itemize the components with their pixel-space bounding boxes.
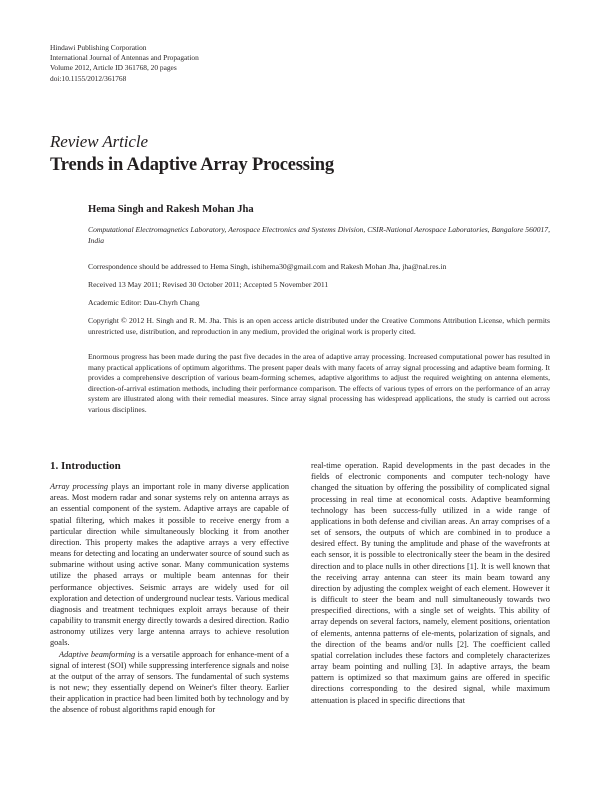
left-column — [50, 460, 289, 716]
intro-paragraph-1-text: plays an important role in many diverse application areas. Most modern radar and sonar systems rely on antenna arrays as an essential component of the system. Adaptive arrays are capable of spatial filtering, which makes it possible to receive energy from a particular direction while simultaneously blocking it from another direction. This property makes the adaptive arrays a very effective means for detecting and locating an underwater source of sound such as submarine without using active sonar. Many communication systems utilize the phased arrays or multiple beam antennas for their performance objectives. Seismic arrays are widely used for oil exploration and detection of underground nuclear tests. Various medical diagnosis and treatment techniques exploit arrays because of their capability to transmit energy directly towards a desired direction. Radio astronomy utilizes very large antenna arrays to achieve resolution goals. — [50, 482, 289, 648]
abstract: Enormous progress has been made during the past five decades in the area of adaptive array processing. Increased computational power has resulted in many practical applications of optimum algorithms. The present paper deals with many facets of array signal processing and adaptive beam forming. It provides a comprehensive description of various beam-forming schemes, adaptive algorithms to adjust the required weighting on antenna elements, direction-of-arrival estimation methods, including their performance comparison. The effects of various types of errors on the performance of an array system are illustrated along with their remedial measures. Since array signal processing has widespread applications, the study is carried out across various disciplines. — [88, 352, 550, 414]
affiliation: Computational Electromagnetics Laboratory, Aerospace Electronics and Systems Division, CSIR-National Aerospace Laboratories, Bangalore 560017, India — [88, 225, 550, 245]
correspondence: Correspondence should be addressed to Hema Singh, ishihema30@gmail.com and Rakesh Mohan Jha, jha@nal.res.in — [88, 262, 447, 271]
intro-paragraph-continued: real-time operation. Rapid developments in the past decades in the fields of electronic components and computer tech-nology have changed the situation by offering the possibility of complicated signal processing in real time at economical costs. Adaptive beamforming technology has been success-fully utilized in a wide range of applications in both defense and civilian areas. An array comprises of a set of sensors, the outputs of which are combined in to produce a desired effect. By tuning the amplitude and phase of the wavefronts at each sensor, it is possible to electronically steer the beam in the desired direction and to place nulls in other directions [1]. It is well known that the receiving array antenna can steer its main beam toward any direction by adjusting the complex weight of each element. However it is difficult to steer the beam and null simultaneously towards two prespecified directions, with a single set of weights. This ability of array depends on several factors, namely, element positions, orientation of elements, antenna patterns of ele-ments, polarization of signals, and the direction of the beams and/or nulls [2]. The coefficient called spatial correlation includes these factors and completely characterizes array beam pointing and nulling [3]. In adaptive arrays, the beam pattern is optimized so that maximum gains are offered in specific directions corresponding to the desired signal, while maximum attenuation is placed in specific directions that — [311, 461, 550, 705]
doi: doi:10.1155/2012/361768 — [50, 73, 127, 83]
term-array-processing: Array processing — [50, 482, 109, 491]
intro-paragraph-2 — [50, 649, 289, 716]
authors: Hema Singh and Rakesh Mohan Jha — [88, 204, 254, 215]
publisher: Hindawi Publishing Corporation — [50, 43, 147, 52]
intro-paragraph-2-text: is a versatile approach for enhance-ment of a signal of interest (SOI) while suppressing interference signals and noise at the output of the array of sensors. The fundamental of such systems is not new; they essentially depend on Weiner's filter theory. Earlier their application in practice had been limited both by technology and by the absence of robust algorithms rapid enough for — [50, 649, 289, 715]
academic-editor: Academic Editor: Dau-Chyrh Chang — [88, 298, 200, 307]
journal-name: International Journal of Antennas and Propagation — [50, 53, 199, 63]
term-adaptive-beamforming: Adaptive beamforming — [59, 649, 136, 659]
right-column — [311, 460, 550, 706]
volume-info: Volume 2012, Article ID 361768, 20 pages — [50, 63, 177, 73]
intro-paragraph-1 — [50, 481, 289, 649]
copyright-notice: Copyright © 2012 H. Singh and R. M. Jha. This is an open access article distributed under the Creative Commons Attribution License, which permits unrestricted use, distribution, and reproduction in any medium, provided the original work is properly cited. — [88, 316, 550, 336]
running-header — [50, 43, 199, 84]
section-heading: 1. Introduction — [50, 460, 121, 472]
received-dates: Received 13 May 2011; Revised 30 October 2011; Accepted 5 November 2011 — [88, 280, 329, 289]
article-title: Trends in Adaptive Array Processing — [50, 155, 334, 175]
article-type: Review Article — [50, 132, 148, 151]
